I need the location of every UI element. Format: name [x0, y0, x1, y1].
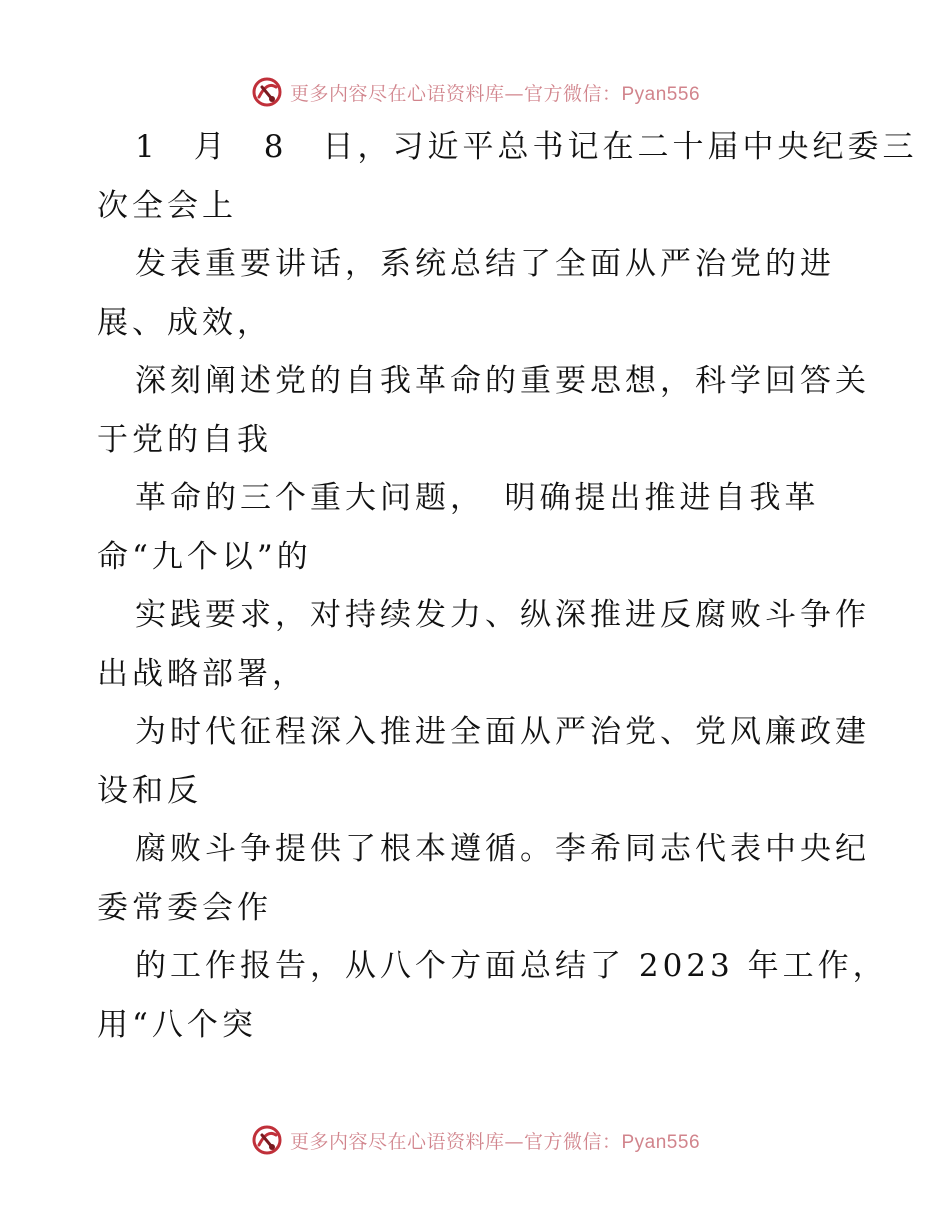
paragraph-line: 实践要求，对持续发力、纵深推进反腐败斗争作 [135, 597, 870, 633]
paragraph-line: 深刻阐述党的自我革命的重要思想，科学回答关 [135, 363, 870, 399]
watermark-handle: Pyan556 [621, 1131, 701, 1153]
paragraph-line: 次全会上 [97, 187, 237, 224]
paragraph-line: 于党的自我 [97, 421, 272, 458]
paragraph-line: 革命的三个重大问题， 明确提出推进自我革 [135, 480, 820, 516]
watermark-text: 更多内容尽在心语资料库—官方微信：Pyan556 [289, 1130, 701, 1153]
paragraph-line: 委常委会作 [97, 889, 272, 926]
paragraph-line: 用“八个突 [97, 1006, 257, 1043]
paragraph-line: 为时代征程深入推进全面从严治党、党风廉政建 [135, 714, 870, 750]
paragraph-line: 1 月 8 日，习近平总书记在二十届中央纪委三 [135, 129, 918, 165]
paragraph-line: 出战略部署， [97, 655, 307, 692]
watermark-handle: Pyan556 [621, 83, 701, 105]
paragraph-line: 发表重要讲话，系统总结了全面从严治党的进 [135, 246, 835, 282]
paragraph-line: 腐败斗争提供了根本遵循。李希同志代表中央纪 [135, 831, 870, 867]
paragraph-line: 展、成效， [97, 304, 272, 341]
header-watermark [0, 72, 950, 112]
footer-watermark [0, 1120, 950, 1160]
seal-logo-icon [250, 75, 284, 109]
watermark-text: 更多内容尽在心语资料库—官方微信：Pyan556 [289, 82, 701, 105]
paragraph-line: 的工作报告，从八个方面总结了 2023 年工作， [135, 948, 888, 984]
seal-logo-icon [250, 1123, 284, 1157]
paragraph-line: 设和反 [97, 772, 202, 809]
document-body [97, 118, 918, 1054]
paragraph-line: 命“九个以”的 [97, 538, 312, 575]
